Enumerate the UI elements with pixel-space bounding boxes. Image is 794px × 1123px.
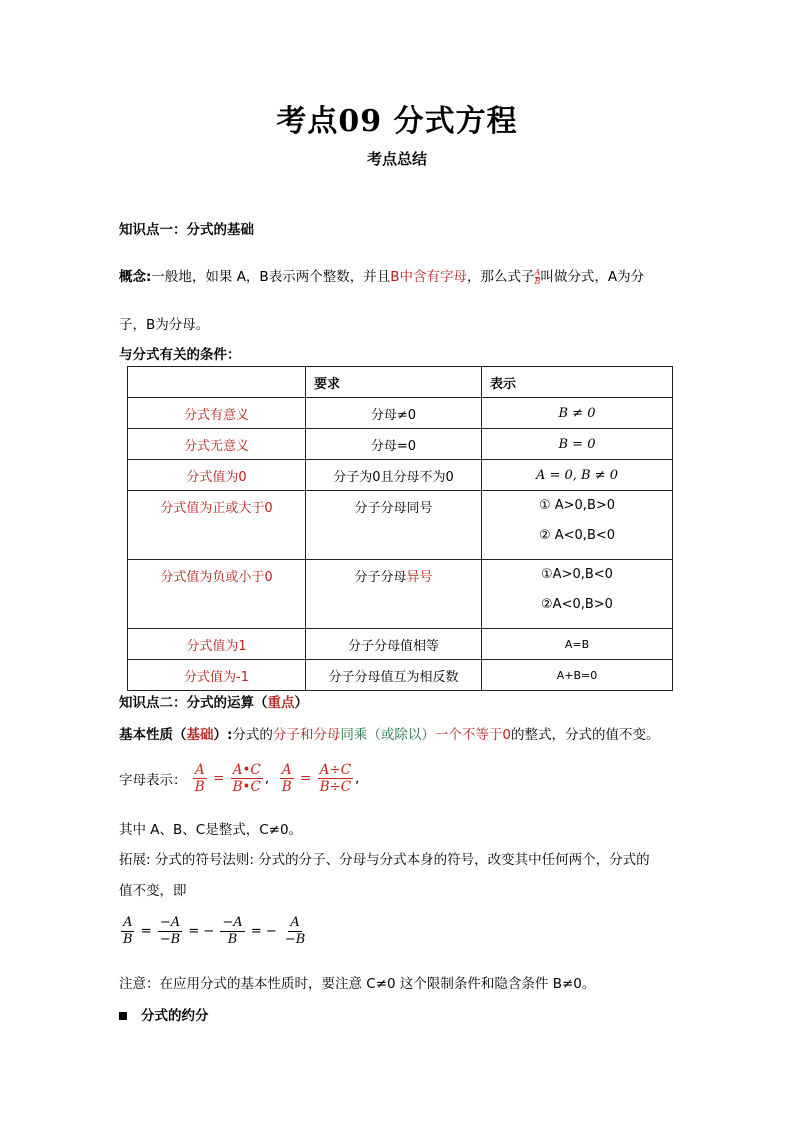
table-header-cell (128, 367, 306, 398)
expression-line: ② A<0,B<0 (538, 528, 616, 543)
table-row (128, 398, 673, 429)
note-text: 注意：在应用分式的基本性质时，要注意 C≠0 这个限制条件和隐含条件 B≠0。 (119, 976, 596, 992)
formula-fraction: $\frac{A}{B}$ (123, 915, 133, 947)
section2-heading: 知识点二：分式的运算（重点） (119, 695, 308, 711)
table-header-row (128, 367, 673, 398)
requirement-cell: 分子分母异号 (306, 560, 482, 629)
page-title: 考点09 分式方程 (276, 104, 518, 139)
table-row (128, 429, 673, 460)
concept-red-text: B中含有字母 (390, 269, 467, 285)
concept-line-2: 子，B为分母。 (119, 317, 210, 333)
table-header-cell: 要求 (306, 367, 482, 398)
table-header-cell: 表示 (482, 367, 673, 398)
conditions-heading: 与分式有关的条件： (119, 347, 241, 363)
page-subtitle: 考点总结 (366, 150, 427, 168)
formula-fraction: $\frac{A•C}{B•C}$ (232, 762, 261, 795)
condition-cell: 分式值为正或大于0 (128, 491, 306, 560)
table-row (128, 660, 673, 691)
expression-line: ②A<0,B>0 (541, 597, 613, 612)
expression-cell (482, 491, 673, 560)
formula-fraction: $\frac{A}{B}$ (281, 762, 292, 795)
condition-cell: 分式无意义 (128, 429, 306, 460)
square-bullet-icon (119, 1012, 127, 1020)
sign-rule-formula: $\frac{A}{B}$ = $\frac{-A}{-B}$ = − $\frac{-A}{B}$ = − $\frac{A}{-B}$ (123, 915, 306, 947)
condition-cell: 分式值为0 (128, 460, 306, 491)
formula-fraction: $\frac{A}{-B}$ (284, 915, 306, 947)
concept-fraction: $\frac{A}{B}$ (534, 267, 541, 286)
concept-text-2: ，那么式子 (466, 269, 535, 285)
extension-line-2: 值不变，即 (119, 883, 187, 899)
conditions-table (127, 366, 673, 691)
condition-cell: 分式值为负或小于0 (128, 560, 306, 629)
expression-cell: A=B (482, 629, 673, 660)
concept-label: 概念: (119, 269, 152, 285)
basic-property-label: 基本性质（基础）: (119, 727, 233, 743)
formula-fraction: $\frac{-A}{-B}$ (159, 915, 181, 947)
extension-line-1: 拓展: 分式的符号法则: 分式的分子、分母与分式本身的符号，改变其中任何两个，分式的 (119, 852, 650, 868)
formula-fraction: $\frac{A\div C}{B\div C}$ (319, 762, 352, 795)
expression-cell (482, 560, 673, 629)
table-row (128, 460, 673, 491)
formula-fraction: $\frac{-A}{B}$ (222, 915, 243, 947)
requirement-cell: 分子分母值互为相反数 (306, 660, 482, 691)
expression-line: ①A>0,B<0 (541, 567, 613, 582)
condition-cell: 分式有意义 (128, 398, 306, 429)
concept-text-1: 一般地，如果 A，B表示两个整数，并且 (151, 269, 391, 285)
table-row (128, 629, 673, 660)
table-row (128, 560, 673, 629)
where-text: 其中 A、B、C是整式，C≠0。 (119, 822, 303, 838)
condition-cell: 分式值为-1 (128, 660, 306, 691)
expression-cell: A+B=0 (482, 660, 673, 691)
expression-line: ① A>0,B>0 (538, 498, 616, 513)
formula-fraction: $\frac{A}{B}$ (194, 762, 205, 795)
section1-heading: 知识点一：分式的基础 (119, 222, 254, 238)
condition-cell: 分式值为1 (128, 629, 306, 660)
basic-property-line: 基本性质（基础）:分式的分子和分母同乘（或除以）一个不等于0的整式，分式的值不变。 (119, 727, 660, 743)
concept-text-3: 叫做分式，A为分 (540, 269, 645, 285)
requirement-cell: 分子为0且分母不为0 (306, 460, 482, 491)
expression-cell: B ≠ 0 (482, 398, 673, 429)
letter-representation: 字母表示： $\frac{A}{B}$ = $\frac{A•C}{B•C}$ , $\frac{A}{B}$ = $\frac{A\div C}{B\div C}$ , (119, 762, 360, 795)
requirement-cell: 分母=0 (306, 429, 482, 460)
expression-cell: B = 0 (482, 429, 673, 460)
table-row (128, 491, 673, 560)
requirement-cell: 分子分母同号 (306, 491, 482, 560)
bullet-heading: 分式的约分 (119, 1004, 209, 1024)
requirement-cell: 分子分母值相等 (306, 629, 482, 660)
expression-cell: A = 0, B ≠ 0 (482, 460, 673, 491)
concept-paragraph (119, 265, 644, 286)
requirement-cell: 分母≠0 (306, 398, 482, 429)
